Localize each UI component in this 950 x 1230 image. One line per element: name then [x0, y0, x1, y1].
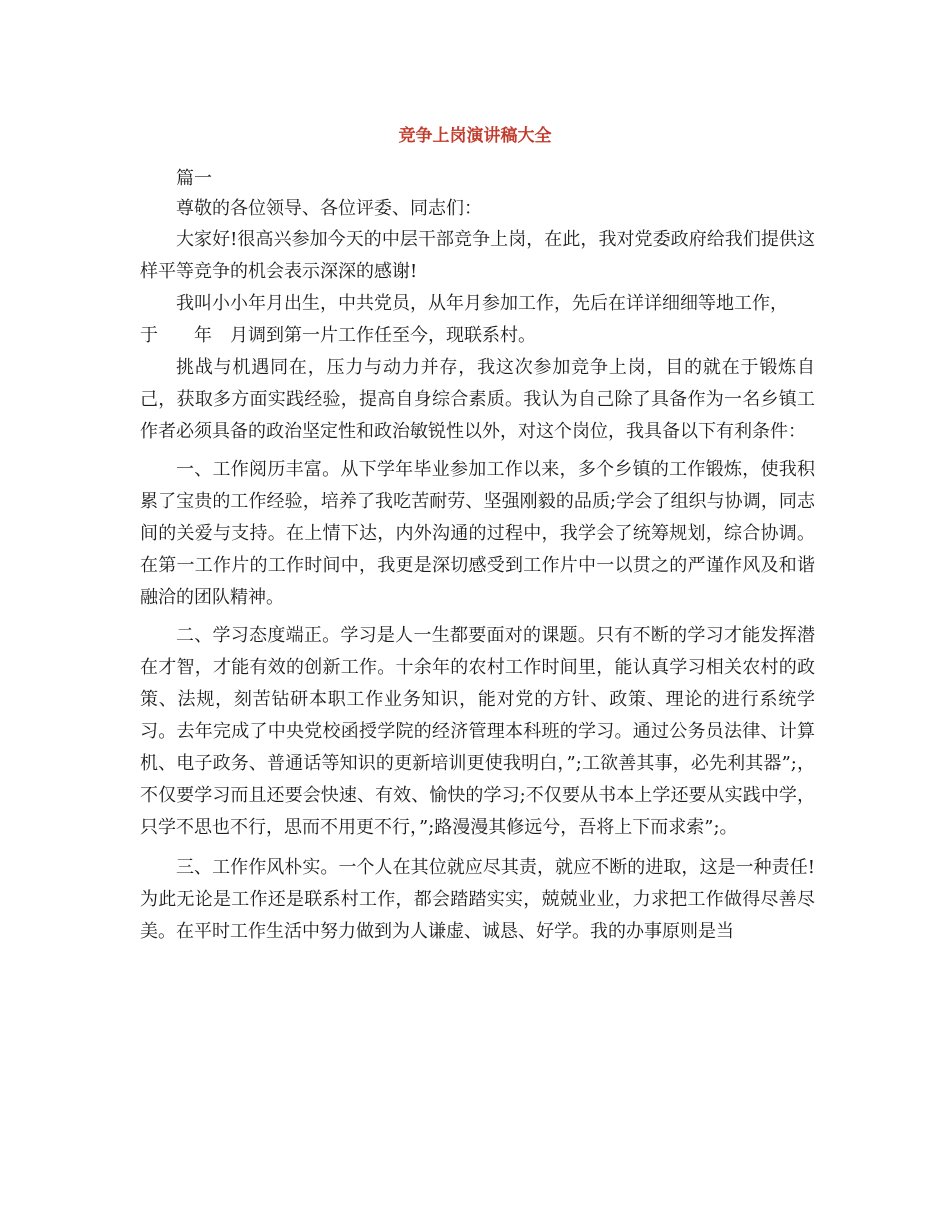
paragraph-point-two: 二、学习态度端正。学习是人一生都要面对的课题。只有不断的学习才能发挥潜在才智，才能有效的创新工作。十余年的农村工作时间里，能认真学习相关农村的政策、法规，刻苦钻研本职工作业务知识，能对党的方针、政策、理论的进行系统学习。去年完成了中央党校函授学院的经济管理本科班的学习。通过公务员法律、计算机、电子政务、普通话等知识的更新培训更使我明白，”;工欲善其事，必先利其器”;，不仅要学习而且还要会快速、有效、愉快的学习;不仅要从书本上学还要从实践中学，只学不思也不行，思而不用更不行，”;路漫漫其修远兮，吾将上下而求索”;。 [140, 625, 815, 838]
paragraph-greeting: 大家好!很高兴参加今天的中层干部竞争上岗，在此，我对党委政府给我们提供这样平等竞争的机会表示深深的感谢! [140, 229, 815, 282]
paragraph-point-one: 一、工作阅历丰富。从下学年毕业参加工作以来，多个乡镇的工作锻炼，使我积累了宝贵的工作经验，培养了我吃苦耐劳、坚强刚毅的品质;学会了组织与协调，同志间的关爱与支持。在上情下达，内外沟通的过程中，我学会了统筹规划，综合协调。在第一工作片的工作时间中，我更是深切感受到工作片中一以贯之的严谨作风及和谐融洽的团队精神。 [140, 459, 815, 608]
paragraph-motivation: 挑战与机遇同在，压力与动力并存，我这次参加竞争上岗，目的就在于锻炼自己，获取多方面实践经验，提高自身综合素质。我认为自己除了具备作为一名乡镇工作者必须具备的政治坚定性和政治敏锐性以外，对这个岗位，我具备以下有利条件： [140, 357, 815, 442]
document-title: 竞争上岗演讲稿大全 [398, 126, 552, 146]
document-body [140, 164, 815, 948]
paragraph-introduction: 我叫小小年月出生，中共党员，从年月参加工作，先后在详详细细等地工作， [176, 293, 788, 314]
salutation: 尊敬的各位领导、各位评委、同志们： [176, 198, 482, 219]
paragraph-point-three: 三、工作作风朴实。一个人在其位就应尽其责，就应不断的进取，这是一种责任!为此无论是工作还是联系村工作，都会踏踏实实，兢兢业业，力求把工作做得尽善尽美。在平时工作生活中努力做到为人谦虚、诚恳、好学。我的办事原则是当 [140, 857, 815, 942]
paragraph-introduction-continued: 于 年 月调到第一片工作任至今，现联系村。 [140, 325, 536, 346]
section-heading: 篇一 [176, 168, 212, 189]
